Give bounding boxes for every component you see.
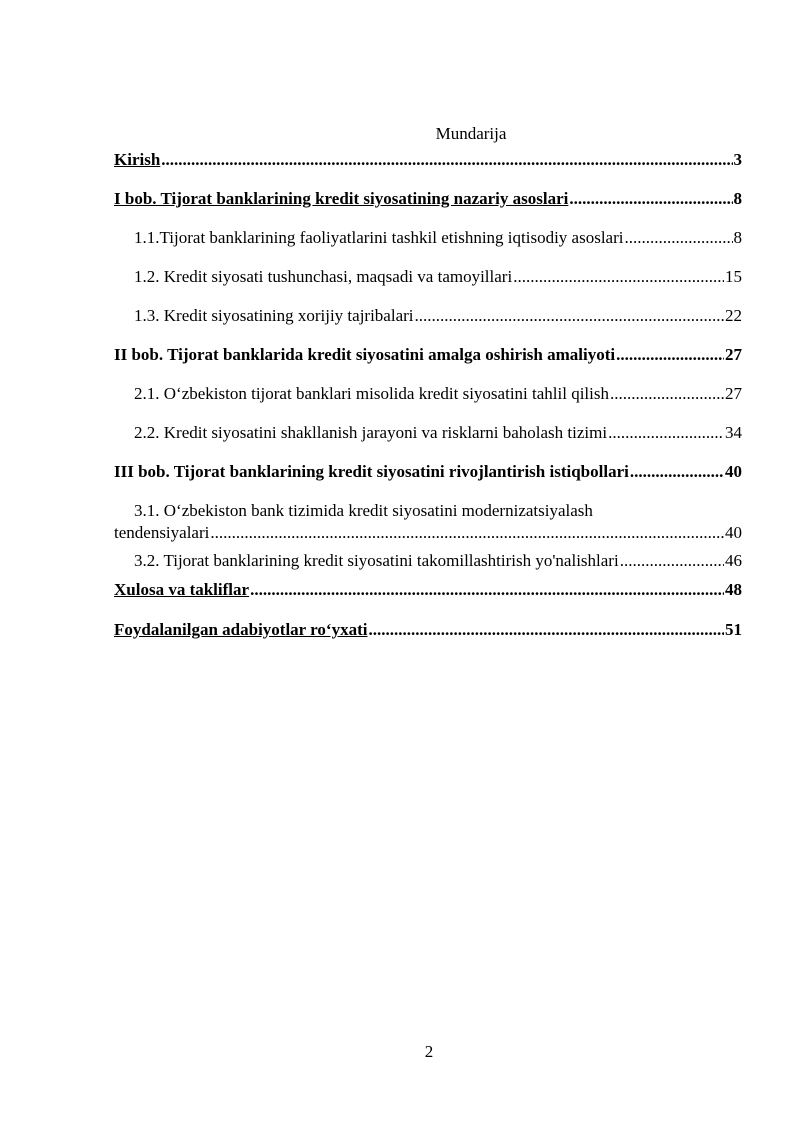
- toc-leader-dots: [620, 551, 724, 571]
- toc-entry-section-1-3[interactable]: [134, 306, 742, 326]
- toc-entry-references[interactable]: [114, 620, 742, 640]
- toc-entry-page: 8: [733, 189, 742, 208]
- toc-entry-section-1-1[interactable]: [134, 228, 742, 248]
- toc-entry-page: 34: [725, 423, 742, 442]
- toc-entry-page: 3: [733, 150, 742, 169]
- toc-leader-dots: [624, 228, 732, 248]
- toc-entry-text: II bob. Tijorat banklarida kredit siyosatini amalga oshirish amaliyoti: [114, 345, 616, 364]
- toc-entry-text: 1.3. Kredit siyosatining xorijiy tajribalari: [134, 306, 414, 325]
- toc-entry-section-2-2[interactable]: [134, 423, 742, 443]
- toc-entry-page: 27: [725, 384, 742, 403]
- toc-entry-page: 46: [725, 551, 742, 570]
- toc-entry-chapter-2[interactable]: [114, 345, 742, 365]
- toc-entry-page: 22: [725, 306, 742, 325]
- toc-leader-dots: [513, 267, 724, 287]
- toc-entry-conclusions[interactable]: [114, 580, 742, 600]
- toc-entry-section-3-2[interactable]: [134, 551, 742, 571]
- toc-entry-text: 2.2. Kredit siyosatini shakllanish jarayoni va risklarni baholash tizimi: [134, 423, 608, 442]
- toc-leader-dots: [616, 345, 724, 365]
- toc-entry-text: Kirish: [114, 150, 161, 169]
- toc-entry-page: 48: [725, 580, 742, 599]
- toc-entry-text: 3.2. Tijorat banklarining kredit siyosatini takomillashtirish yo'nalishlari: [134, 551, 619, 570]
- toc-entry-text: 1.1.Tijorat banklarining faoliyatlarini tashkil etishning iqtisodiy asoslari: [134, 228, 624, 247]
- toc-leader-dots: [630, 462, 724, 482]
- toc-leader-dots: [569, 189, 732, 209]
- toc-leader-dots: [161, 150, 732, 170]
- toc-entry-kirish[interactable]: [114, 150, 742, 170]
- toc-entry-page: 40: [725, 523, 742, 542]
- toc-entry-section-3-1[interactable]: [114, 500, 742, 544]
- toc-leader-dots: [210, 522, 724, 544]
- toc-title: Mundarija: [435, 124, 507, 143]
- page-number: 2: [424, 1042, 434, 1061]
- toc-entry-section-2-1[interactable]: [134, 384, 742, 404]
- toc-entry-text-continued: tendensiyalari: [114, 523, 210, 542]
- toc-entry-page: 8: [733, 228, 742, 247]
- toc-entry-page: 40: [725, 462, 742, 481]
- toc-leader-dots: [610, 384, 724, 404]
- toc-entry-chapter-1[interactable]: [114, 189, 742, 209]
- toc-entry-text: 1.2. Kredit siyosati tushunchasi, maqsadi va tamoyillari: [134, 267, 513, 286]
- toc-entry-text: 3.1. O‘zbekiston bank tizimida kredit siyosatini modernizatsiyalash: [134, 501, 593, 520]
- toc-leader-dots: [368, 620, 724, 640]
- toc-leader-dots: [250, 580, 724, 600]
- toc-entry-text: Xulosa va takliflar: [114, 580, 250, 599]
- toc-leader-dots: [415, 306, 724, 326]
- toc-entry-page: 51: [725, 620, 742, 639]
- toc-entry-text: I bob. Tijorat banklarining kredit siyosatining nazariy asoslari: [114, 189, 569, 208]
- toc-entry-text: Foydalanilgan adabiyotlar ro‘yxati: [114, 620, 368, 639]
- toc-entry-continuation: [114, 522, 742, 544]
- toc-entry-chapter-3[interactable]: [114, 462, 742, 482]
- toc-leader-dots: [608, 423, 724, 443]
- toc-entry-section-1-2[interactable]: [134, 267, 742, 287]
- toc-entry-page: 27: [725, 345, 742, 364]
- toc-entry-text: 2.1. O‘zbekiston tijorat banklari misolida kredit siyosatini tahlil qilish: [134, 384, 609, 403]
- toc-entry-page: 15: [725, 267, 742, 286]
- toc-entry-text: III bob. Tijorat banklarining kredit siyosatini rivojlantirish istiqbollari: [114, 462, 629, 481]
